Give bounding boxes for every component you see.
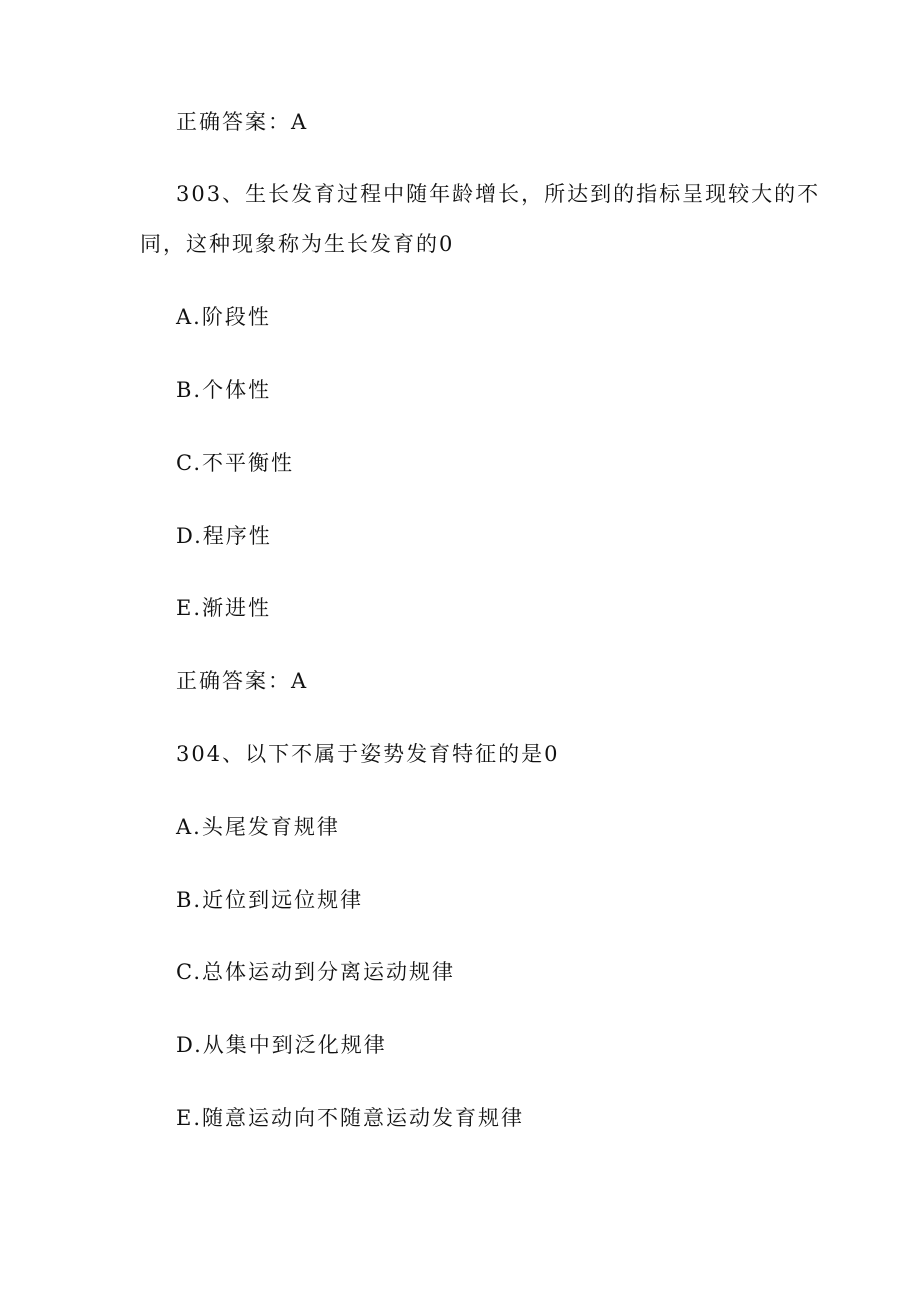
question-303-stem-line-1: 303、生长发育过程中随年龄增长，所达到的指标呈现较大的不 [176, 182, 821, 206]
question-303-option-b: B.个体性 [176, 378, 272, 402]
question-304-option-e: E.随意运动向不随意运动发育规律 [176, 1106, 525, 1130]
question-304-option-a: A.头尾发育规律 [176, 815, 340, 839]
question-303-option-d: D.程序性 [176, 524, 272, 548]
question-303-option-a: A.阶段性 [176, 305, 271, 329]
question-303-stem-line-2: 同，这种现象称为生长发育的0 [140, 232, 455, 256]
question-304-stem: 304、以下不属于姿势发育特征的是0 [176, 742, 560, 766]
previous-answer: 正确答案：A [176, 110, 309, 134]
question-303-option-e: E.渐进性 [176, 596, 272, 620]
question-304-option-c: C.总体运动到分离运动规律 [176, 960, 455, 984]
question-303-option-c: C.不平衡性 [176, 451, 294, 475]
question-304-option-d: D.从集中到泛化规律 [176, 1033, 387, 1057]
question-304-option-b: B.近位到远位规律 [176, 888, 364, 912]
question-303-answer: 正确答案：A [176, 669, 309, 693]
